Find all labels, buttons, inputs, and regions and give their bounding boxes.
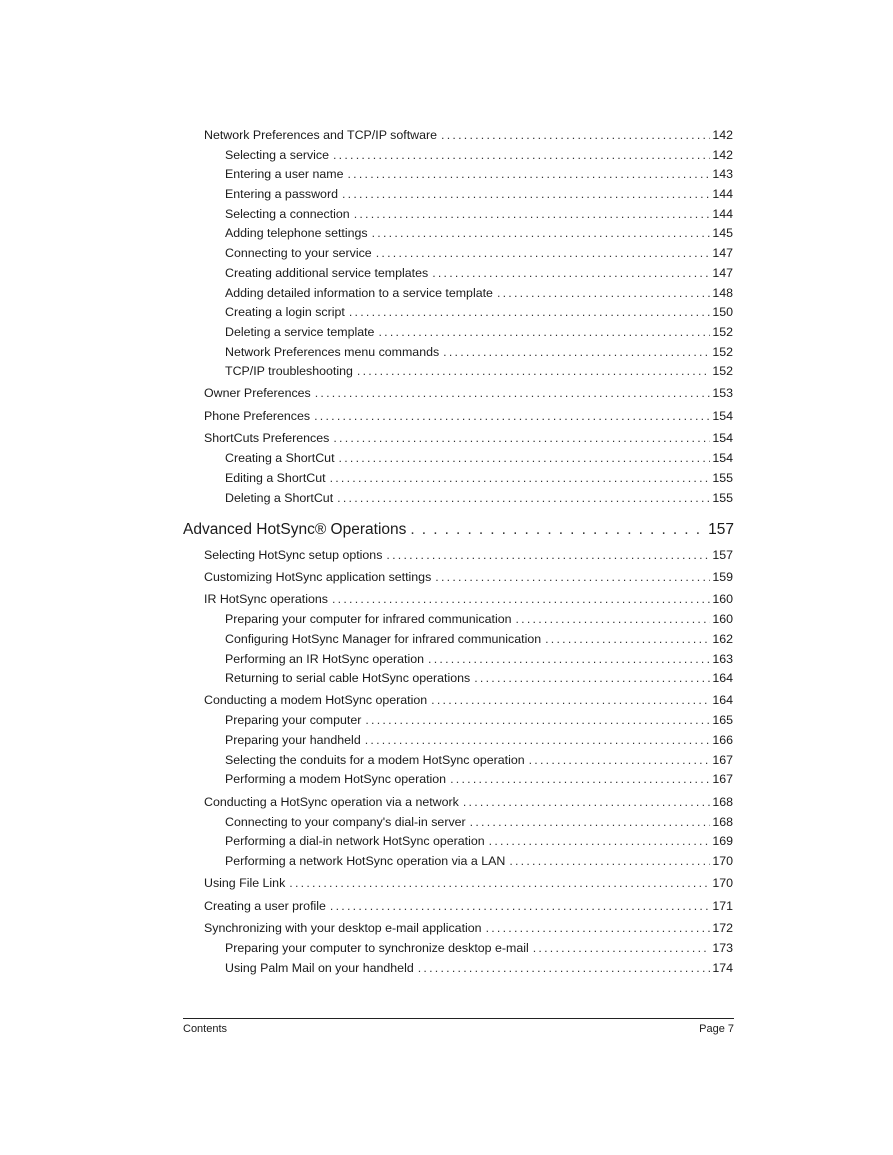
toc-entry-title: Creating a login script	[225, 305, 345, 319]
toc-entry-title: Configuring HotSync Manager for infrared communication	[225, 632, 542, 646]
toc-dot-leader	[443, 342, 710, 362]
toc-entry-title: Preparing your handheld	[225, 733, 361, 747]
toc-entry-title: ShortCuts Preferences	[204, 431, 330, 445]
toc-page-number: 173	[712, 941, 733, 955]
toc-entry-title: Entering a user name	[225, 167, 344, 181]
toc-entry-title: IR HotSync operations	[204, 592, 328, 606]
toc-entry-title: Performing a modem HotSync operation	[225, 772, 447, 786]
toc-entry[interactable]	[225, 283, 733, 303]
toc-entry-title: Preparing your computer to synchronize desktop e-mail	[225, 941, 529, 955]
toc-dot-leader	[349, 302, 710, 322]
toc-entry[interactable]	[225, 322, 733, 342]
toc-dot-leader	[509, 851, 710, 871]
toc-entry-title: Creating a user profile	[204, 899, 326, 913]
toc-dot-leader	[333, 145, 710, 165]
toc-dot-leader	[330, 896, 710, 916]
toc-entry[interactable]	[225, 448, 733, 468]
toc-dot-leader	[441, 125, 710, 145]
toc-dot-leader	[435, 567, 710, 587]
toc-entry-title: Entering a password	[225, 187, 338, 201]
toc-entry[interactable]	[225, 668, 733, 688]
toc-page-number: 170	[712, 876, 733, 890]
toc-entry[interactable]	[225, 730, 733, 750]
toc-entry-title: Selecting a service	[225, 148, 329, 162]
toc-page-number: 170	[712, 854, 733, 868]
toc-dot-leader	[516, 609, 711, 629]
toc-dot-leader	[365, 730, 711, 750]
toc-entry[interactable]	[225, 649, 733, 669]
footer-section-label: Contents	[183, 1023, 228, 1035]
toc-dot-leader	[354, 204, 711, 224]
toc-entry-title: Deleting a service template	[225, 325, 375, 339]
toc-entry[interactable]	[225, 769, 733, 789]
toc-entry[interactable]	[204, 406, 733, 426]
toc-dot-leader	[332, 589, 710, 609]
toc-entry-title: Selecting HotSync setup options	[204, 548, 383, 562]
toc-page-number: 143	[712, 167, 733, 181]
toc-dot-leader	[386, 545, 710, 565]
toc-entry-title: Adding telephone settings	[225, 226, 368, 240]
toc-dot-leader	[337, 488, 710, 508]
toc-page-number: 142	[712, 128, 733, 142]
toc-page-number: 142	[712, 148, 733, 162]
toc-entry[interactable]	[225, 938, 733, 958]
toc-entry[interactable]	[225, 204, 733, 224]
toc-dot-leader	[489, 831, 711, 851]
toc-page-number: 164	[712, 693, 733, 707]
toc-page-number: 152	[712, 325, 733, 339]
toc-entry[interactable]	[225, 263, 733, 283]
toc-entry-title: Performing a network HotSync operation via a LAN	[225, 854, 506, 868]
toc-entry-title: Network Preferences and TCP/IP software	[204, 128, 438, 142]
toc-dot-leader	[463, 792, 710, 812]
toc-dot-leader	[365, 710, 710, 730]
toc-entry-title: TCP/IP troubleshooting	[225, 364, 353, 378]
toc-entry[interactable]	[225, 243, 733, 263]
toc-dot-leader	[339, 448, 711, 468]
toc-page-number: 172	[712, 921, 733, 935]
toc-page-number: 154	[712, 451, 733, 465]
toc-entry[interactable]	[225, 750, 733, 770]
toc-page-number: 162	[712, 632, 733, 646]
toc-entry[interactable]	[225, 184, 733, 204]
toc-dot-leader	[497, 283, 710, 303]
toc-entry[interactable]	[225, 831, 733, 851]
toc-dot-leader	[376, 243, 711, 263]
toc-page-number: 152	[712, 364, 733, 378]
toc-page-number: 168	[712, 815, 733, 829]
toc-entry-title: Using File Link	[204, 876, 286, 890]
page-footer	[183, 1018, 734, 1035]
toc-entry-title: Customizing HotSync application settings	[204, 570, 432, 584]
toc-dot-leader	[470, 812, 711, 832]
toc-page-number: 169	[712, 834, 733, 848]
toc-page-number: 174	[712, 961, 733, 975]
toc-entry[interactable]	[204, 690, 733, 710]
toc-entry-title: Conducting a modem HotSync operation	[204, 693, 428, 707]
toc-dot-leader	[486, 918, 711, 938]
toc-entry[interactable]	[204, 125, 733, 145]
toc-dot-leader	[474, 668, 710, 688]
toc-entry-title: Performing a dial-in network HotSync operation	[225, 834, 485, 848]
toc-page-number: 153	[712, 386, 733, 400]
toc-entry-title: Conducting a HotSync operation via a network	[204, 795, 459, 809]
toc-entry[interactable]	[225, 302, 733, 322]
toc-dot-leader	[410, 517, 706, 543]
toc-entry-title: Returning to serial cable HotSync operations	[225, 671, 471, 685]
toc-entry[interactable]	[225, 488, 733, 508]
toc-entry-title: Selecting a connection	[225, 207, 350, 221]
toc-page-number: 167	[712, 753, 733, 767]
toc-entry[interactable]	[204, 896, 733, 916]
toc-chapter-entry[interactable]	[183, 517, 734, 543]
toc-page-number: 157	[708, 521, 734, 538]
toc-page-number: 154	[712, 409, 733, 423]
toc-dot-leader	[372, 223, 711, 243]
toc-entry-title: Using Palm Mail on your handheld	[225, 961, 414, 975]
toc-entry[interactable]	[225, 145, 733, 165]
toc-dot-leader	[450, 769, 710, 789]
toc-entry-title: Creating a ShortCut	[225, 451, 335, 465]
toc-page-number: 147	[712, 266, 733, 280]
toc-entry[interactable]	[204, 873, 733, 893]
toc-entry-title: Adding detailed information to a service template	[225, 286, 493, 300]
toc-page-number: 171	[712, 899, 733, 913]
toc-page-number: 144	[712, 207, 733, 221]
toc-entry-title: Editing a ShortCut	[225, 471, 326, 485]
toc-dot-leader	[529, 750, 711, 770]
toc-page-number: 148	[712, 286, 733, 300]
toc-entry-title: Connecting to your company's dial-in server	[225, 815, 466, 829]
footer-page-number: Page 7	[699, 1023, 734, 1035]
toc-entry[interactable]	[225, 851, 733, 871]
toc-dot-leader	[378, 322, 710, 342]
toc-page-number: 164	[712, 671, 733, 685]
toc-dot-leader	[342, 184, 710, 204]
toc-page-number: 166	[712, 733, 733, 747]
toc-page-number: 165	[712, 713, 733, 727]
toc-dot-leader	[545, 629, 710, 649]
toc-page-number: 150	[712, 305, 733, 319]
toc-page-number: 160	[712, 592, 733, 606]
toc-page-number: 154	[712, 431, 733, 445]
toc-entry-title: Phone Preferences	[204, 409, 311, 423]
toc-entry[interactable]	[204, 918, 733, 938]
toc-dot-leader	[533, 938, 711, 958]
toc-dot-leader	[314, 406, 710, 426]
toc-page-number: 145	[712, 226, 733, 240]
toc-entry-title: Creating additional service templates	[225, 266, 429, 280]
toc-entry[interactable]	[204, 545, 733, 565]
toc-entry[interactable]	[204, 567, 733, 587]
toc-page-number: 163	[712, 652, 733, 666]
toc-entry[interactable]	[225, 710, 733, 730]
toc-entry[interactable]	[204, 428, 733, 448]
toc-entry-title: Preparing your computer	[225, 713, 362, 727]
toc-page-number: 155	[712, 491, 733, 505]
toc-page-number: 147	[712, 246, 733, 260]
toc-dot-leader	[315, 383, 711, 403]
toc-dot-leader	[432, 263, 710, 283]
toc-entry[interactable]	[204, 792, 733, 812]
toc-dot-leader	[333, 428, 710, 448]
toc-entry-title: Deleting a ShortCut	[225, 491, 334, 505]
toc-page-number: 167	[712, 772, 733, 786]
toc-page-number: 144	[712, 187, 733, 201]
toc-entry[interactable]	[204, 589, 733, 609]
toc-page-number: 159	[712, 570, 733, 584]
toc-entry[interactable]	[225, 629, 733, 649]
toc-dot-leader	[347, 164, 710, 184]
toc-page-number: 168	[712, 795, 733, 809]
toc-entry-title: Performing an IR HotSync operation	[225, 652, 425, 666]
toc-entry[interactable]	[225, 958, 733, 978]
toc-entry[interactable]	[204, 383, 733, 403]
toc-dot-leader	[428, 649, 710, 669]
toc-dot-leader	[431, 690, 710, 710]
toc-entry-title: Preparing your computer for infrared communication	[225, 612, 512, 626]
toc-entry-title: Selecting the conduits for a modem HotSync operation	[225, 753, 525, 767]
toc-entry[interactable]	[225, 468, 733, 488]
toc-entry-title: Synchronizing with your desktop e-mail application	[204, 921, 482, 935]
toc-entry-title: Owner Preferences	[204, 386, 311, 400]
toc-dot-leader	[289, 873, 710, 893]
toc-page-number: 155	[712, 471, 733, 485]
toc-entry[interactable]	[225, 361, 733, 381]
toc-entry[interactable]	[225, 164, 733, 184]
toc-entry-title: Connecting to your service	[225, 246, 372, 260]
toc-entry-title: Network Preferences menu commands	[225, 345, 440, 359]
toc-page-number: 157	[712, 548, 733, 562]
toc-entry[interactable]	[225, 609, 733, 629]
toc-entry[interactable]	[225, 223, 733, 243]
toc-entry[interactable]	[225, 342, 733, 362]
toc-dot-leader	[330, 468, 711, 488]
toc-entry[interactable]	[225, 812, 733, 832]
toc-dot-leader	[357, 361, 710, 381]
toc-dot-leader	[418, 958, 711, 978]
toc-page-number: 160	[712, 612, 733, 626]
toc-entry-title: Advanced HotSync® Operations	[183, 521, 407, 538]
toc-page-number: 152	[712, 345, 733, 359]
